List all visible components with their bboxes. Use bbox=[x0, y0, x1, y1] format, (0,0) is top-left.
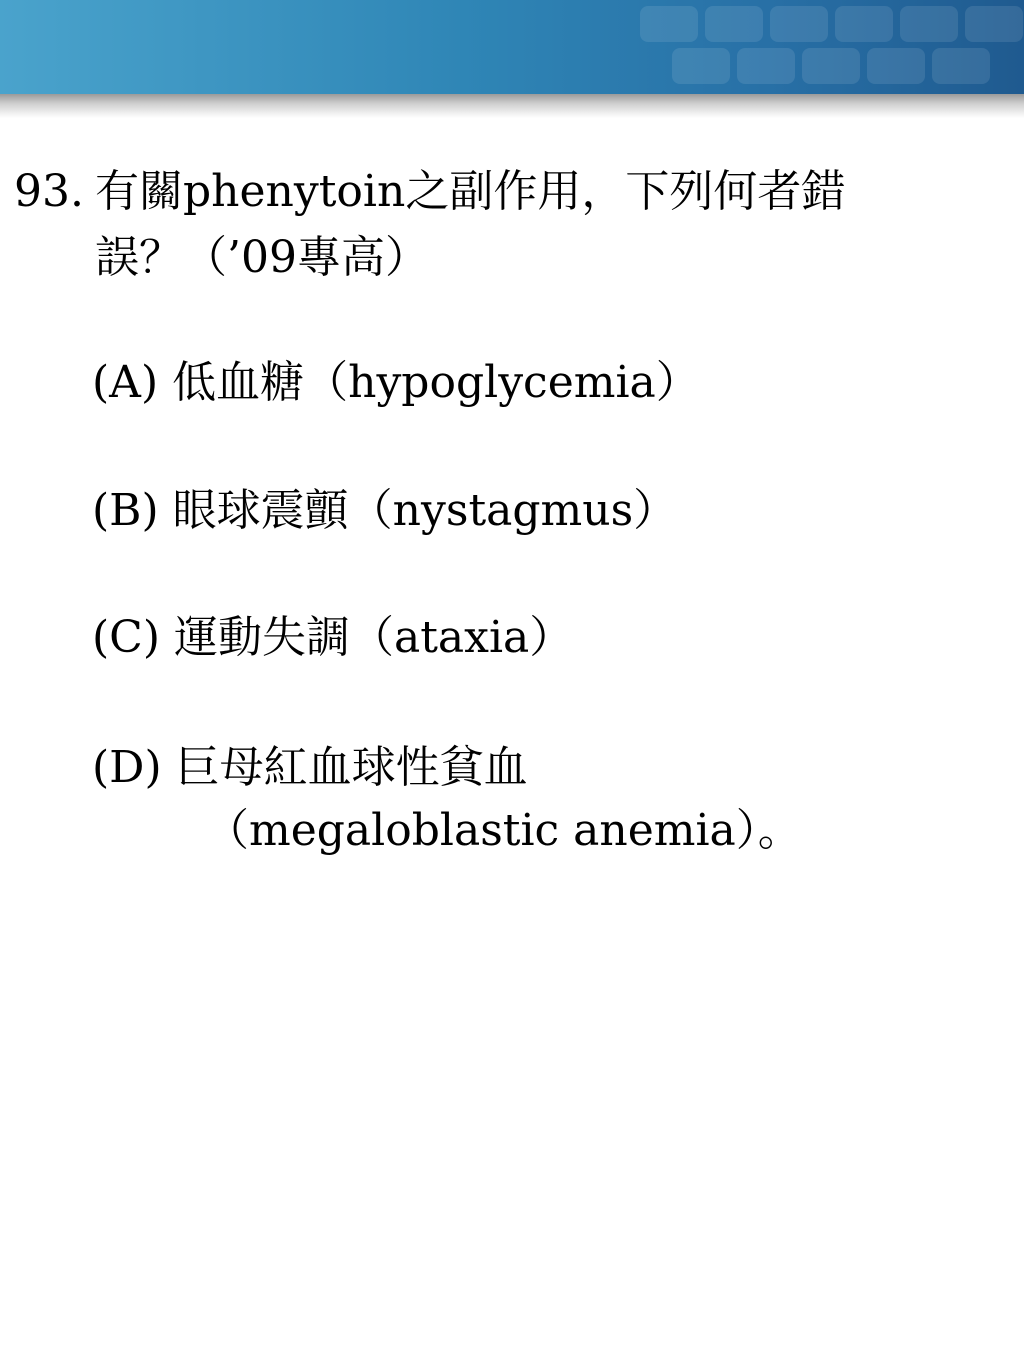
header-banner bbox=[0, 0, 1024, 94]
option-c bbox=[92, 612, 573, 664]
banner-decoration bbox=[802, 48, 860, 84]
banner-decoration bbox=[672, 48, 730, 84]
header-shadow bbox=[0, 94, 1024, 118]
question-text-line2: 誤？（’09專高） bbox=[95, 232, 429, 283]
banner-decoration bbox=[965, 6, 1023, 42]
option-d-label: (D) bbox=[92, 742, 162, 793]
banner-decoration bbox=[640, 6, 698, 42]
option-c-label: (C) bbox=[92, 612, 160, 663]
option-d bbox=[92, 742, 528, 794]
question-text-line1: 有關phenytoin之副作用，下列何者錯 bbox=[95, 166, 846, 217]
option-b bbox=[92, 485, 677, 537]
banner-decoration bbox=[770, 6, 828, 42]
banner-decoration bbox=[900, 6, 958, 42]
option-d-text: 巨母紅血球性貧血 bbox=[175, 742, 528, 793]
option-a-label: (A) bbox=[92, 357, 159, 408]
option-a-text: 低血糖（hypoglycemia） bbox=[172, 357, 700, 408]
question-number: 93. bbox=[14, 166, 84, 217]
option-b-label: (B) bbox=[92, 485, 159, 536]
option-d-text-continued: （megaloblastic anemia）。 bbox=[205, 805, 802, 856]
banner-decoration bbox=[737, 48, 795, 84]
option-a bbox=[92, 357, 700, 409]
banner-decoration bbox=[835, 6, 893, 42]
banner-decoration bbox=[867, 48, 925, 84]
option-c-text: 運動失調（ataxia） bbox=[174, 612, 574, 663]
banner-decoration bbox=[705, 6, 763, 42]
option-b-text: 眼球震顫（nystagmus） bbox=[172, 485, 678, 536]
banner-decoration bbox=[932, 48, 990, 84]
